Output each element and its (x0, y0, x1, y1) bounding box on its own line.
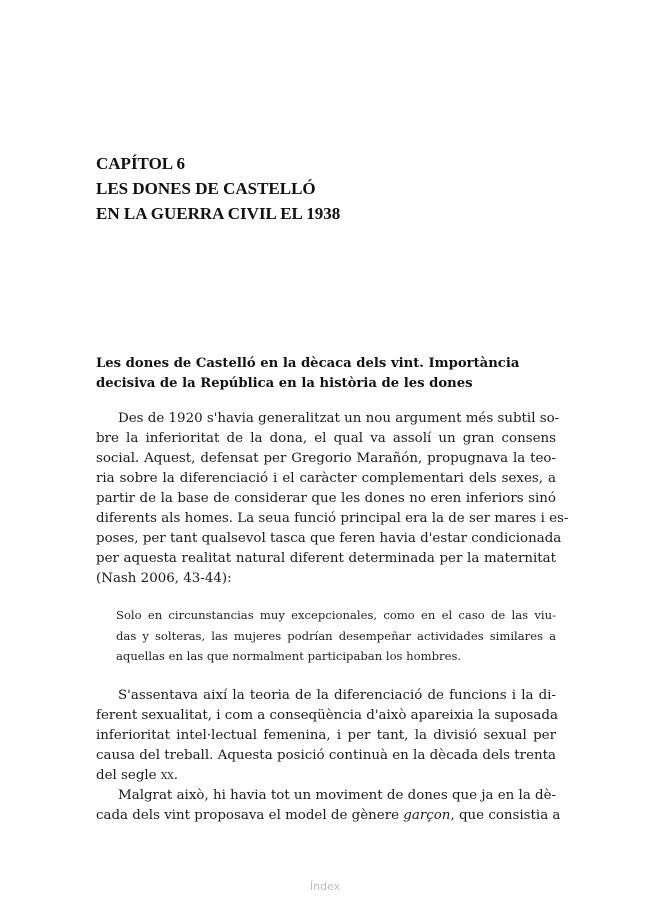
text-fragment: . (173, 768, 178, 783)
text-line: ferent sexualitat, i com a conseqüència d'això apareixia la suposada (96, 708, 558, 723)
text-line: diferents als homes. La seua funció principal era la de ser mares i es- (96, 511, 569, 526)
chapter-number: CAPÍTOL 6 (96, 154, 185, 173)
body-paragraph (96, 409, 569, 589)
text-fragment: del segle (96, 768, 161, 783)
chapter-title-line: LES DONES DE CASTELLÓ (96, 179, 316, 198)
block-quote (116, 605, 556, 667)
body-paragraph (96, 786, 561, 826)
body-paragraph (96, 686, 556, 786)
section-heading (96, 354, 556, 394)
text-line: partir de la base de considerar que les dones no eren inferiors sinó (96, 491, 556, 506)
quote-line: Solo en circunstancias muy excepcionales, como en el caso de las viu- (116, 608, 556, 622)
index-link[interactable]: Índex (309, 880, 341, 893)
text-fragment: que consistia a (454, 808, 561, 823)
text-line: Des de 1920 s'havia generalitzat un nou argument més subtil so- (118, 411, 560, 426)
text-line: per aquesta realitat natural diferent determinada per la maternitat (96, 551, 556, 566)
section-heading-line: decisiva de la República en la història de les dones (96, 376, 473, 391)
quote-line: das y solteras, las mujeres podrían desempeñar actividades similares a (116, 628, 556, 643)
quote-line: aquellas en las que normalment participaban los hombres. (116, 649, 462, 663)
text-line: ria sobre la diferenciació i el caràcter complementari dels sexes, a (96, 471, 556, 486)
text-line: S'assentava així la teoria de la diferenciació de funcions i la di- (118, 688, 556, 703)
text-line: bre la inferioritat de la dona, el qual va assolí un gran consens (96, 431, 556, 446)
text-fragment: cada dels vint proposava el model de gènere (96, 808, 404, 823)
text-line: Malgrat això, hi havia tot un moviment de dones que ja en la dè- (118, 788, 557, 803)
text-line: social. Aquest, defensat per Gregorio Marañón, propugnava la teo- (96, 451, 556, 466)
text-line (96, 766, 556, 786)
text-line (96, 806, 561, 826)
section-heading-line: Les dones de Castelló en la dècaca dels vint. Importància (96, 356, 520, 371)
italic-term: garçon, (403, 808, 455, 823)
century-numeral: xx (160, 768, 174, 783)
chapter-title-line: EN LA GUERRA CIVIL EL 1938 (96, 204, 341, 223)
text-line: poses, per tant qualsevol tasca que feren havia d'estar condicionada (96, 531, 562, 546)
text-line: (Nash 2006, 43-44): (96, 571, 232, 586)
text-line: causa del treball. Aquesta posició continuà en la dècada dels trenta (96, 748, 556, 763)
text-line: inferioritat intel·lectual femenina, i per tant, la divisió sexual per (96, 728, 556, 743)
chapter-title (96, 151, 340, 226)
